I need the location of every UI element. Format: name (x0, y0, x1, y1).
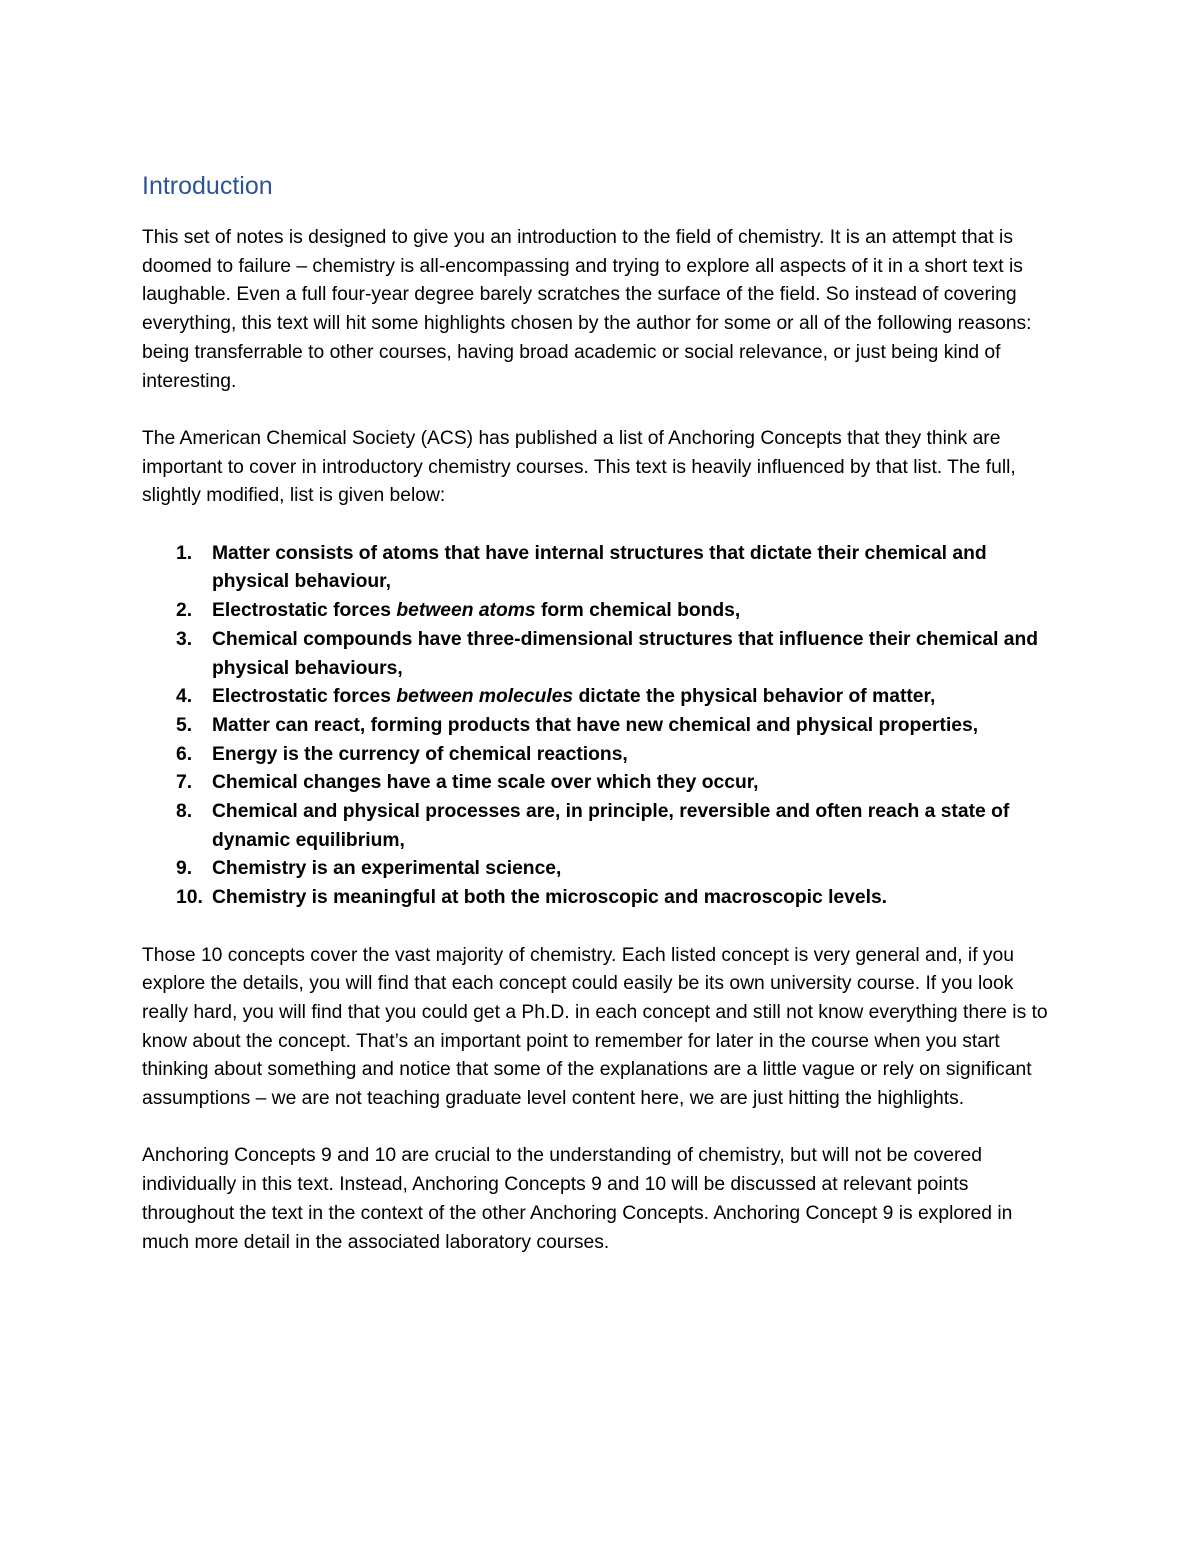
list-number: 5. (176, 714, 193, 736)
document-page (142, 170, 1060, 1286)
list-item (142, 798, 1060, 855)
list-item (142, 712, 1060, 741)
list-item (142, 741, 1060, 770)
list-item (142, 540, 1060, 597)
list-number: 9. (176, 858, 193, 880)
list-number: 7. (176, 772, 193, 794)
list-item-text: Matter consists of atoms that have internal structures that dictate their chemical and physical behaviour, (212, 542, 987, 593)
emphasis-text: between molecules (396, 686, 574, 708)
paragraph-intro: This set of notes is designed to give you an introduction to the field of chemistry. It is an attempt that is doomed to failure – chemistry is all-encompassing and trying to explore all aspects of it in a short text is laughable. Even a full four-year degree barely scratches the surface of the field. So instead of covering everything, this text will hit some highlights chosen by the author for some or all of the following reasons: being transferrable to other courses, having broad academic or social relevance, or just being kind of interesting. (142, 227, 1032, 392)
list-item (142, 855, 1060, 884)
list-number: 8. (176, 801, 193, 823)
list-item (142, 683, 1060, 712)
list-item-text: Chemical changes have a time scale over which they occur, (212, 772, 759, 794)
list-number: 1. (176, 542, 193, 564)
paragraph-concepts-summary: Those 10 concepts cover the vast majority of chemistry. Each listed concept is very general and, if you explore the details, you will find that each concept could easily be its own university course. If you look really hard, you will find that you could get a Ph.D. in each concept and still not know everything there is to know about the concept. That’s an important point to remember for later in the course when you start thinking about something and notice that some of the explanations are a little vague or rely on significant assumptions – we are not teaching graduate level content here, we are just hitting the highlights. (142, 944, 1048, 1110)
paragraph-acs: The American Chemical Society (ACS) has published a list of Anchoring Concepts that they think are important to cover in introductory chemistry courses. This text is heavily influenced by that list. The full, slightly modified, list is given below: (142, 427, 1016, 507)
list-number: 3. (176, 628, 193, 650)
list-item-text: Electrostatic forces between molecules dictate the physical behavior of matter, (212, 686, 936, 708)
list-item-text: Chemical compounds have three-dimensional structures that influence their chemical and physical behaviours, (212, 628, 1039, 679)
list-item-text: Chemical and physical processes are, in principle, reversible and often reach a state of dynamic equilibrium, (212, 801, 1010, 851)
paragraph-concepts-9-10: Anchoring Concepts 9 and 10 are crucial to the understanding of chemistry, but will not be covered individually in this text. Instead, Anchoring Concepts 9 and 10 will be discussed at relevant points throughout the text in the context of the other Anchoring Concepts. Anchoring Concept 9 is explored in much more detail in the associated laboratory courses. (142, 1145, 1013, 1253)
anchoring-concepts-list (142, 540, 1060, 913)
list-number: 2. (176, 600, 193, 622)
list-number: 6. (176, 743, 193, 765)
list-item-text: Chemistry is meaningful at both the microscopic and macroscopic levels. (212, 887, 888, 909)
list-item-text: Energy is the currency of chemical reactions, (212, 743, 628, 765)
list-item (142, 626, 1060, 683)
list-item (142, 597, 1060, 626)
list-number: 10. (176, 887, 203, 909)
list-item-text: Electrostatic forces between atoms form chemical bonds, (212, 600, 741, 622)
list-number: 4. (176, 686, 193, 708)
emphasis-text: between atoms (396, 600, 536, 622)
section-heading: Introduction (142, 172, 273, 200)
list-item (142, 884, 1060, 913)
list-item (142, 769, 1060, 798)
list-item-text: Chemistry is an experimental science, (212, 858, 562, 880)
list-item-text: Matter can react, forming products that have new chemical and physical properties, (212, 714, 979, 736)
